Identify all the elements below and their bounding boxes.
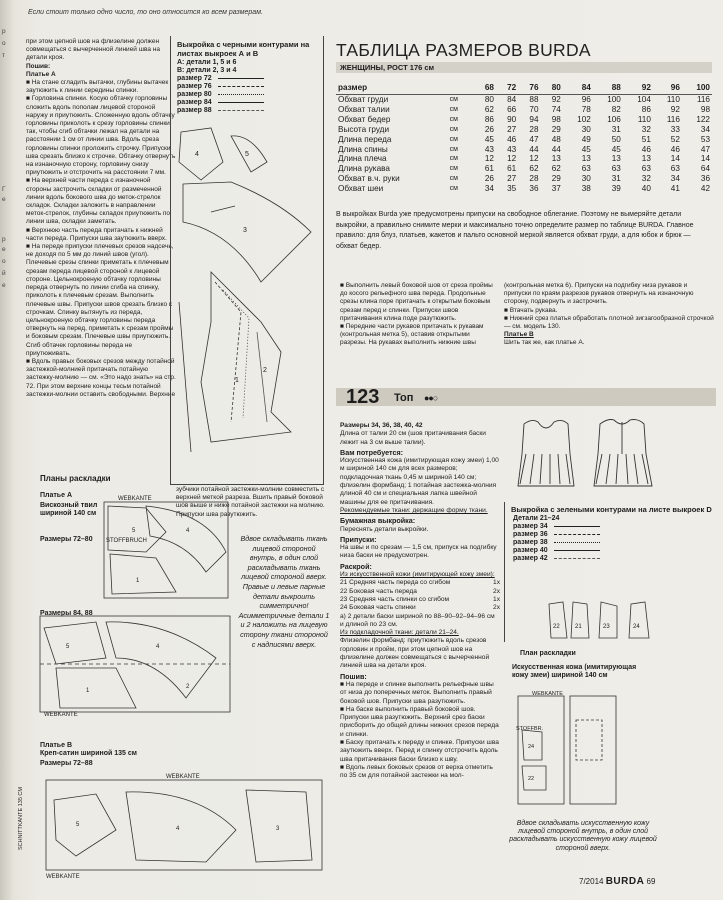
measurement-value: 13 [581,154,591,164]
size-table-row [336,105,712,115]
measurement-value: 104 [637,95,651,104]
measurement-value: 82 [611,104,621,114]
size-table-row [336,135,712,145]
pattern-piece [201,272,291,442]
gutter-char: т [2,52,5,59]
zipper-caption: зубчики потайной застежки-молнии совместить с верхней меткой разреза. Вшить правый боковой шов выше и ниже потайной застежки на молнию. Припуски шва разутюжить. [176,486,325,518]
plan-right-title: План раскладки [520,650,576,657]
size-col: 96 [653,80,682,95]
instruction-paragraph: ■ На переде и спинке выполнить рельефные швы от низа до поперечных меток. Выполнить правый боковой шов. Припуски шва разутюжить. [340,680,494,705]
measurement-value: 43 [507,144,517,154]
pattern-pieces-drawing [171,122,321,482]
measurement-unit: см [449,115,458,123]
measurement-value: 29 [551,174,561,184]
size-table-row [336,184,712,194]
measurement-label: Длина переда [338,134,392,144]
measurement-value: 44 [551,144,561,154]
top-back [594,420,652,487]
svg-text:24: 24 [528,744,535,750]
need-text: Искусственная кожа (имитирующая кожу змеи) 1,00 м шириной 140 см для всех размеров; подкладочная ткань 0,45 м шириной 140 см; флизелин формбанд; 1 потайная застежка-молния длиной 40 см и специальная лапка швейной машины для ее притачивания. [340,457,499,506]
measurement-value: 92 [670,104,680,114]
svg-text:1: 1 [136,578,140,584]
size-table-subtitle: ЖЕНЩИНЫ, РОСТ 176 см [336,62,712,73]
svg-text:1: 1 [235,377,239,384]
pattern-piece [183,182,311,282]
measurement-value: 98 [700,104,710,114]
svg-text:5: 5 [76,822,80,828]
piece-row: 23 Средняя часть спинки со сгибом 1x [340,595,500,603]
top-front [518,420,574,486]
instruction-paragraph: ■ Баску притачать к переду и спинке. Припуски шва заутюжить вверх. Перед и спинку отстрочить вдоль шва притачивания баски близко к шву. [340,738,499,763]
gutter-char: й [2,270,6,277]
measurement-value: 39 [611,184,621,194]
measurement-value: 51 [641,134,651,144]
measurement-value: 28 [529,124,539,134]
measurement-value: 12 [507,154,517,164]
measurement-value: 52 [670,134,680,144]
measurement-value: 88 [529,95,539,104]
size-table-header-row [336,80,712,95]
instruction-paragraph: ■ Втачать рукава. [504,306,558,314]
size-table-row [336,164,712,174]
measurement-value: 53 [700,134,710,144]
measurement-label: Обхват груди [338,95,389,104]
size-table-row [336,125,712,135]
size-table-title: ТАБЛИЦА РАЗМЕРОВ BURDA [336,40,591,60]
measurement-value: 86 [641,104,651,114]
pattern-box-title: Выкройка с черными контурами на листах выкроек А и В [177,40,310,58]
middle-instructions [340,282,496,348]
measurement-value: 98 [551,114,561,124]
measurement-value: 34 [670,174,680,184]
measurement-unit: см [449,145,458,153]
instruction-paragraph: ■ На верхней части переда с изнаночной стороны застрочить складки от размеченной линии вдоль бокового шва до меток-стрелок складок. Складки заложить в направлении меток-стрелок, глубины складок приутюжить по линии шва, складки заметать. [26,177,171,226]
measurement-unit: см [449,135,458,143]
measurement-unit: см [449,165,458,173]
measurement-value: 36 [700,174,710,184]
size-legend-row: размер 42 [505,554,717,562]
pattern-piece [179,128,223,180]
measurement-value: 62 [529,164,539,174]
difficulty-indicator: ●●○ [424,393,438,403]
measurement-unit: см [449,96,458,103]
measurement-value: 66 [507,104,517,114]
measurement-value: 29 [551,124,561,134]
svg-text:23: 23 [603,624,610,630]
measurement-value: 40 [641,184,651,194]
issue-number: 7/2014 [579,877,604,886]
measurement-label: Длина плеча [338,154,387,164]
measurement-value: 84 [507,95,517,104]
layout-plan-b [36,770,336,880]
measurement-value: 78 [581,104,591,114]
size-table-row [336,154,712,164]
allowance-heading: Припуски: [340,534,377,544]
gutter-char: е [2,196,6,203]
measurement-value: 44 [529,144,539,154]
measurement-value: 36 [529,184,539,194]
svg-text:3: 3 [276,826,280,832]
pattern-box-title: Выкройка с зелеными контурами на листе выкроек D [511,505,712,514]
measurement-value: 45 [581,144,591,154]
measurement-value: 90 [507,114,517,124]
webkante-label: WEBKANTE [46,874,80,880]
measurement-value: 100 [607,95,621,104]
instruction-paragraph: ■ На баске выполнить правый боковой шов. Припуски шва разутюжить. Верхний срез баски присборить до общей длины нижних срезов переда и спинки. [340,705,499,738]
gutter-char: р [2,236,6,243]
measurement-value: 46 [670,144,680,154]
instruction-paragraph: ■ Горловина спинки. Косую обтачку горловины сложить вдоль пополам лицевой стороной наружу и приутюжить. Сложенную вдоль обтачку горловины приколоть к срезу горловины спинки так, чтобы сгиб обтачки лежал на детали на расстоянии 1 см от линии шва. Вдоль среза горловины спинки проложить строчку. Припуски шва срезать близко к строчке. Обтачку отвернуть на изнаночную сторону, горловину снизу приутюжить и отстрочить на расстоянии 7 мм. [26,95,176,177]
basque-text: а) 2 детали баски шириной по 88–90–92–94–96 см и длиной по 23 см. [340,612,495,628]
instruction-paragraph: ■ Вдоль левых боковых срезов от верха отметить по 35 см для потайной застежки на мол- [340,763,493,780]
measurement-value: 12 [529,154,539,164]
measurement-value: 92 [551,95,561,104]
recommended-fabrics: Рекомендуемые ткани: держащие форму ткани. [340,506,488,514]
measurement-value: 13 [641,154,651,164]
measurement-value: 102 [577,114,591,124]
measurement-value: 110 [637,114,651,124]
poshiv-heading: Пошив: [26,62,51,70]
measurement-value: 45 [484,134,494,144]
svg-text:5: 5 [132,528,136,534]
instruction-paragraph: ■ Нижний срез платья обработать плотной зигзагообразной строчкой — см. модель 130. [504,314,714,331]
measurement-value: 42 [700,184,710,194]
measurement-value: 48 [551,134,561,144]
size-legend-row: размер 36 [505,530,717,538]
size-col: 100 [682,80,712,95]
pattern-part-line: А: детали 1, 5 и 6 [177,58,237,66]
measurement-value: 26 [484,174,494,184]
cut-subheading: Из искусственной кожи (имитирующей кожу змеи): [340,571,495,579]
measurement-value: 38 [581,184,591,194]
measurement-label: Длина рукава [338,164,390,174]
measurement-value: 12 [484,154,494,164]
measurement-label: Обхват шеи [338,184,384,194]
measurement-value: 27 [507,124,517,134]
instruction-paragraph: ■ Выполнить левый боковой шов от среза проймы до косого рельефного шва переда. Продольные срезы клина поре притачать к открытым боковым срезам перед и спинки. Припуски швов притачивания клина поде разутюжить. [340,282,493,322]
plan-left-title: Планы раскладки [40,474,111,483]
gutter-char: е [2,246,6,253]
svg-text:4: 4 [195,151,199,158]
paper-heading: Бумажная выкройка: [340,516,416,526]
plate-a-label: Платье А [40,492,72,499]
svg-text:2: 2 [186,684,190,690]
measurement-value: 62 [484,104,494,114]
measurement-unit: см [449,155,458,163]
measurement-value: 45 [611,144,621,154]
allowance-text: На швы и по срезам — 1,5 см, припуск на подгибку низа баски не предусмотрен. [340,544,497,560]
measurement-label: Обхват в.ч. руки [338,174,400,184]
pattern-part-line: В: детали 2, 3 и 4 [177,66,237,74]
measurement-value: 46 [507,134,517,144]
measurement-value: 34 [484,184,494,194]
measurement-value: 47 [529,134,539,144]
layout-plan-a1 [36,492,236,602]
measurement-value: 80 [484,95,494,104]
measurement-value: 32 [641,124,651,134]
plate-b-heading: Платье В [504,331,534,339]
measurement-value: 41 [670,184,680,194]
sizes-1-label: Размеры 72–80 [40,536,93,543]
fabric-b-label: Креп-сатин шириной 135 см [40,750,137,757]
measurement-value: 30 [581,174,591,184]
model-band [336,388,716,406]
measurement-value: 86 [484,114,494,124]
measurement-unit: см [449,125,458,133]
model-number: 123 [346,386,380,408]
plate-b-label: Платье В [40,742,72,749]
size-legend-row: размер 38 [505,538,717,546]
need-heading: Вам потребуется: [340,447,404,457]
measurement-value: 31 [611,174,621,184]
left-column-text [26,38,176,443]
intro-text: при этом цепной шов на флизелине должен совмещаться с вычерченной линией шва на детали кроя. [26,38,160,62]
measurement-unit: см [449,175,458,183]
plan-right-note: Вдвое складывать искусственную кожу лицевой стороной внутрь, в один слой раскладывать искусственную кожу лицевой стороной вверх. [509,820,657,852]
size-col: 84 [563,80,593,95]
layout-plan-right [512,690,622,810]
measurement-value: 63 [641,164,651,174]
size-header-label: размер [336,80,448,95]
webkante-label: WEBKANTE [118,496,152,502]
top-pattern-pieces [545,598,665,642]
measurement-value: 61 [507,164,517,174]
svg-text:5: 5 [245,151,249,158]
svg-text:1: 1 [86,688,90,694]
plate-b-text: Шить так же, как платье А. [504,339,585,347]
plan-left-note: Вдвое складывать ткань лицевой стороной внутрь, в один слой раскладывать ткань лицевой стороной вверх. Правые и левые парные детали выкроить симметрично! Асимметричные детали 1 и 2 наложить на лицевую сторону ткани стороной с надписями вверх. [238,534,330,649]
gutter-char: о [2,40,6,47]
measurement-label: Длина спины [338,144,388,154]
measurement-value: 47 [700,144,710,154]
measurement-value: 31 [611,124,621,134]
size-table-row [336,95,712,105]
svg-text:4: 4 [156,644,160,650]
measurement-value: 64 [700,164,710,174]
top-sketch [512,414,712,494]
measurement-unit: см [449,105,458,113]
right-instructions [504,282,714,348]
model-length: Длина от талии 20 см (шов притачивания баски лежит на 3 см выше талии). [340,430,486,446]
instruction-paragraph: ■ Вдоль правых боковых срезов между потайной застежкой-молнией притачать потайную застежку-молнию — см. «Это надо знать» на стр. 72. При этом верхние концы тесьм потайной застежки-молнии оставить свободными. Верхние [26,357,176,398]
size-legend-row: размер 34 [505,522,717,530]
size-table-note: В выкройках Burda уже предусмотрены припуски на свободное облегание. Поэтому не вымеряйте детали выкройки, а правильно снимите мерки и максимально точно определите размер по таблице BURDA. Главное правило: для блуз, платьев, жакетов и пальто основной меркой является обхват груди, а для юбок и брюк — обхват бедер. [336,211,694,250]
measurement-value: 61 [484,164,494,174]
model-recipe [340,422,500,780]
measurement-value: 26 [484,124,494,134]
measurement-label: Обхват талии [338,104,390,114]
size-legend-row: размер 88 [171,106,323,114]
size-legend-row: размер 40 [505,546,717,554]
svg-text:22: 22 [528,776,535,782]
webkante-label: WEBKANTE [532,691,563,697]
svg-text:22: 22 [553,624,560,630]
brand-name: BURDA [605,876,645,887]
piece-row: 22 Боковая часть переда 2x [340,587,500,595]
svg-text:4: 4 [186,528,190,534]
measurement-value: 62 [551,164,561,174]
pattern-box-black [170,36,324,485]
measurement-value: 110 [666,95,680,104]
measurement-value: 35 [507,184,517,194]
measurement-value: 46 [641,144,651,154]
measurement-value: 63 [670,164,680,174]
measurement-value: 33 [670,124,680,134]
measurement-unit: см [449,185,458,193]
instruction-paragraph: ■ На переде припуски плечевых срезов надсечь, не доходя по 5 мм до линий швов (угол). Плечевые срезы спинки приметать к плечевым срезам переда лицевой стороной к лицевой стороне. Цельнокроеную обтачку горловины переда отвернуть по линии сгиба на спинку, приколоть к плечевым срезам. Выполнить плечевые швы. Припуски швов срезать близко к строчкам. Спинку вытянуть из переда, цельнокроеную обтачку горловины переда отвернуть на перед, приметать к срезам проймы и боковым срезам. Плечевые швы приутюжить. Сгиб обтачек горловины переда не приутюживать. [26,243,174,357]
measurement-value: 13 [611,154,621,164]
plate-a-heading: Платье А [26,70,56,78]
gutter-char: Г [2,186,6,193]
svg-text:3: 3 [243,227,247,234]
size-col: 68 [474,80,496,95]
measurement-value: 63 [611,164,621,174]
layout-plan-a2 [36,598,236,718]
instruction-paragraph: (контрольная метка 6). Припуски на подгибку низа рукавов и припуски по краям разрезов рукавов отвернуть на изнаночную сторону, подвернуть и застрочить. [504,282,694,306]
gutter-char: е [2,282,6,289]
size-table-row [336,115,712,125]
webkante-label: WEBKANTE [44,712,78,718]
gutter-char: р [2,28,6,35]
svg-text:STOFFBRUCH: STOFFBRUCH [106,538,147,544]
svg-text:21: 21 [575,624,582,630]
piece-row: 24 Боковая часть спинки 2x [340,604,500,612]
measurement-value: 27 [507,174,517,184]
sizes-2-label: Размеры 84, 88 [40,610,93,617]
paper-text: Переснять детали выкройки. [340,525,429,533]
size-col: 72 [496,80,518,95]
instruction-paragraph: ■ На стане сгладить вытачки, глубины вытачек заутюжить к линии середины спинки. [26,79,169,95]
measurement-value: 37 [551,184,561,194]
pattern-box-green [504,502,717,642]
svg-text:24: 24 [633,624,640,630]
webkante-label: WEBKANTE [166,774,200,780]
instruction-paragraph: ■ Верхнюю часть переда притачать к нижней части переда. Припуски шва заутюжить вверх. [26,226,167,242]
gutter-char: о [2,258,6,265]
size-legend-row: размер 72 [171,74,323,82]
measurement-value: 106 [607,114,621,124]
size-table-row [336,174,712,184]
model-sizes: Размеры 34, 36, 38, 40, 42 [340,422,423,429]
plan-right-fabric: Искусственная кожа (имитирующая кожу змеи) шириной 140 см [512,664,637,680]
size-table [336,80,712,194]
measurement-value: 14 [670,154,680,164]
measurement-value: 96 [581,95,591,104]
sizes-3-label: Размеры 72–88 [40,760,93,767]
measurement-value: 94 [529,114,539,124]
measurement-value: 116 [696,95,710,104]
schnittkante-label: SCHNITTKANTE 135 CM [18,787,24,850]
measurement-value: 70 [529,104,539,114]
measurement-value: 50 [611,134,621,144]
measurement-value: 122 [696,114,710,124]
measurement-value: 32 [641,174,651,184]
size-table-row [336,145,712,155]
measurement-value: 116 [666,114,680,124]
instruction-paragraph: ■ Передние части рукавов притачать к рукавам (контрольная метка 5), оставив открытыми разрезы. На рукавах выполнить нижние швы [340,323,484,347]
fabric-a-label: Вискозный твил шириной 140 см [40,502,98,518]
measurement-value: 43 [484,144,494,154]
measurement-value: 63 [581,164,591,174]
piece-row: 21 Средняя часть переда со сгибом 1x [340,579,500,587]
size-legend-row: размер 80 [171,90,323,98]
svg-text:2: 2 [263,367,267,374]
pattern-part-line: Детали 21–24 [513,514,560,522]
measurement-value: 49 [581,134,591,144]
size-legend-row: размер 84 [171,98,323,106]
measurement-label: Обхват бедер [338,114,391,124]
size-col: 76 [518,80,540,95]
pattern-piece [231,136,267,172]
measurement-value: 14 [700,154,710,164]
size-col: 88 [593,80,623,95]
page-footer [579,876,655,887]
measurement-value: 34 [700,124,710,134]
size-col: 80 [541,80,563,95]
sew-heading: Пошив: [340,671,367,681]
svg-text:5: 5 [66,644,70,650]
measurement-value: 30 [581,124,591,134]
measurement-value: 28 [529,174,539,184]
lining-text: Из подкладочной ткани: детали 21–24. [340,629,459,637]
cut-heading: Раскрой: [340,561,372,571]
measurement-label: Высота груди [338,124,390,134]
size-col: 92 [623,80,653,95]
page-number: 69 [646,877,656,886]
fuse-text: Флизелин формбанд: приутюжить вдоль срезов горловин и пройм, при этом цепной шов на флизелине должен совмещаться с вычерченной линией шва на детали кроя. [340,637,490,670]
header-note: Если стоит только одно число, то оно относится ко всем размерам. [28,9,263,16]
svg-text:STOFFBR.: STOFFBR. [516,726,544,732]
size-legend-row: размер 76 [171,82,323,90]
svg-text:4: 4 [176,826,180,832]
model-name: Топ [394,392,414,404]
measurement-value: 74 [551,104,561,114]
measurement-value: 13 [551,154,561,164]
